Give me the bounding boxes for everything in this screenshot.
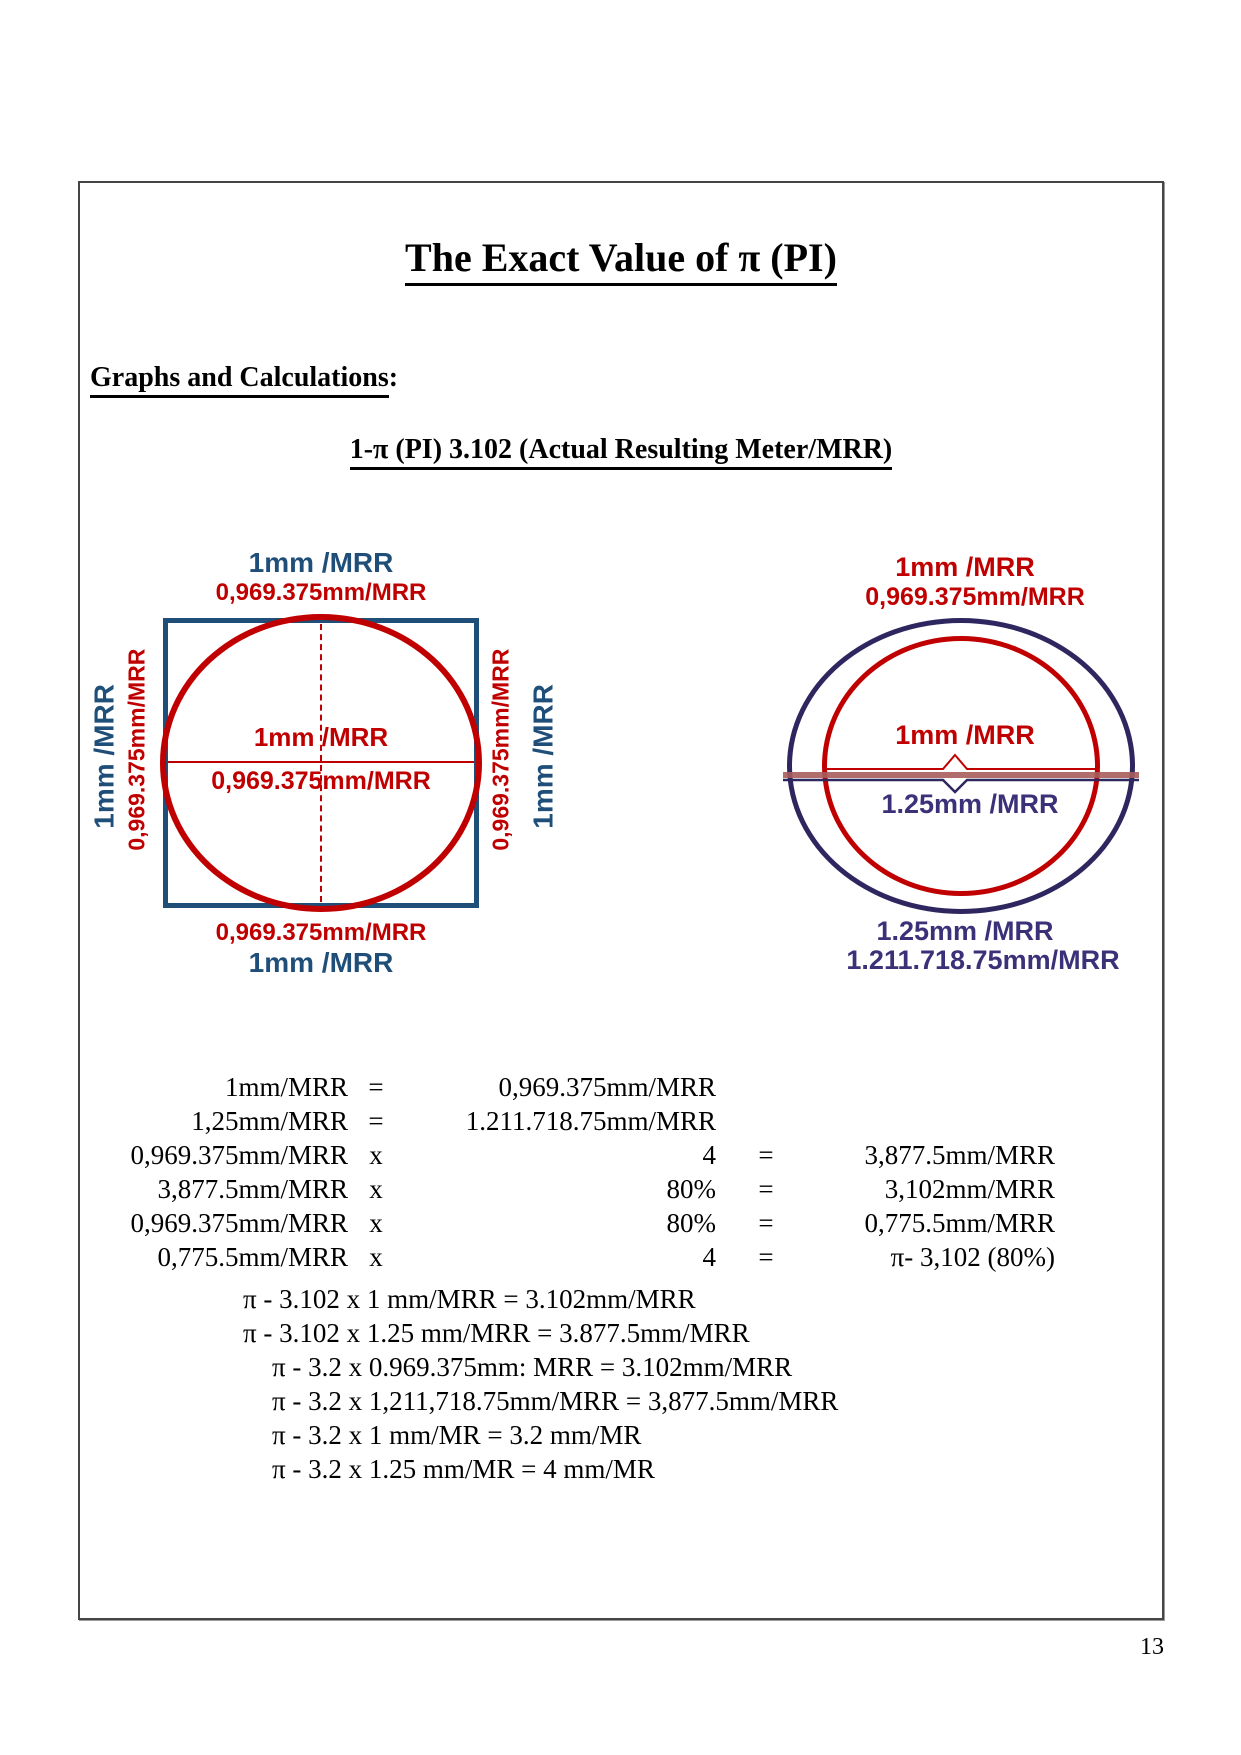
calc-result: π- 3,102 (80%): [890, 1242, 1055, 1272]
pi-equation-line: π - 3.102 x 1 mm/MRR = 3.102mm/MRR: [243, 1284, 696, 1314]
subheading: [78, 434, 1164, 466]
calc-operand-2: 4: [702, 1242, 716, 1272]
left-diagram-vertical-dashed-line: [320, 624, 322, 902]
left-diagram-horizontal-line: [168, 761, 474, 763]
calc-operator: =: [368, 1106, 384, 1136]
calc-row: [110, 1104, 1055, 1138]
calc-equals: [716, 1104, 816, 1138]
calc-row: [110, 1240, 1055, 1274]
page-number: 13: [1140, 1634, 1164, 1660]
calc-operand-1: 0,969.375mm/MRR: [130, 1208, 348, 1238]
left-diagram-left-label-red: 0,969.375mm/MRR: [123, 648, 150, 851]
left-diagram-right-label-red: 0,969.375mm/MRR: [487, 648, 514, 851]
calc-result: 3,877.5mm/MRR: [864, 1140, 1055, 1170]
calc-row: [110, 1138, 1055, 1172]
calc-operator: x: [369, 1140, 383, 1170]
left-diagram-left-label-navy: 1mm /MRR: [88, 684, 120, 829]
left-diagram-bottom-label-red: 0,969.375mm/MRR: [215, 919, 427, 946]
calc-result: 0,775.5mm/MRR: [864, 1208, 1055, 1238]
right-diagram-bottom-label-2: 1.211.718.75mm/MRR: [846, 945, 1120, 975]
subheading-text: 1-π (PI) 3.102 (Actual Resulting Meter/MRR): [350, 434, 893, 470]
right-diagram-bottom-label-1: 1.25mm /MRR: [876, 916, 1054, 946]
calc-operand-2: 1.211.718.75mm/MRR: [465, 1106, 716, 1136]
pi-equation-line: π - 3.2 x 1,211,718.75mm/MRR = 3,877.5mm/MRR: [272, 1386, 839, 1416]
left-diagram-center-label-top: 1mm /MRR: [253, 722, 389, 752]
calc-operator: =: [368, 1072, 384, 1102]
calc-operator: x: [369, 1174, 383, 1204]
calc-operand-1: 3,877.5mm/MRR: [157, 1174, 348, 1204]
pi-equation-line: π - 3.2 x 1 mm/MR = 3.2 mm/MR: [272, 1420, 642, 1450]
calc-result: [816, 1070, 1055, 1104]
left-diagram-right-label-navy: 1mm /MRR: [527, 684, 559, 829]
calc-result: [816, 1104, 1055, 1138]
right-diagram-top-label-2: 0,969.375mm/MRR: [865, 583, 1085, 611]
calc-equals: =: [758, 1208, 774, 1238]
section-heading: [90, 362, 398, 394]
pi-equation-line: π - 3.2 x 1.25 mm/MR = 4 mm/MR: [272, 1454, 655, 1484]
inner-diameter-line-with-caret: [823, 755, 1099, 769]
calc-operand-1: 1,25mm/MRR: [191, 1106, 348, 1136]
right-diagram-center-label-top: 1mm /MRR: [895, 720, 1035, 750]
center-band: [783, 772, 1139, 778]
calc-row: [110, 1172, 1055, 1206]
section-heading-text: Graphs and Calculations: [90, 362, 389, 398]
calc-equals: =: [758, 1242, 774, 1272]
left-diagram-bottom-label-navy: 1mm /MRR: [248, 947, 394, 978]
calc-operand-2: 0,969.375mm/MRR: [498, 1072, 716, 1102]
calc-row: [110, 1070, 1055, 1104]
page-title-text: The Exact Value of π (PI): [405, 235, 837, 286]
calc-operand-1: 0,969.375mm/MRR: [130, 1140, 348, 1170]
calc-operator: x: [369, 1208, 383, 1238]
left-diagram-top-label-navy: 1mm /MRR: [248, 547, 394, 578]
calc-equals: [716, 1070, 816, 1104]
calc-result: 3,102mm/MRR: [884, 1174, 1055, 1204]
pi-equation-line: π - 3.2 x 0.969.375mm: MRR = 3.102mm/MRR: [272, 1352, 793, 1382]
right-diagram-top-label-1: 1mm /MRR: [895, 552, 1035, 582]
right-diagram-center-label-bottom: 1.25mm /MRR: [881, 789, 1059, 819]
calc-row: [110, 1206, 1055, 1240]
section-heading-colon: :: [388, 362, 399, 393]
calc-operand-2: 80%: [666, 1208, 716, 1238]
calc-equals: =: [758, 1174, 774, 1204]
calc-operand-1: 0,775.5mm/MRR: [157, 1242, 348, 1272]
calc-operand-1: 1mm/MRR: [224, 1072, 348, 1102]
calc-operand-2: 80%: [666, 1174, 716, 1204]
calc-equals: =: [758, 1140, 774, 1170]
pi-equation-line: π - 3.102 x 1.25 mm/MRR = 3.877.5mm/MRR: [243, 1318, 750, 1348]
calc-operand-2: 4: [702, 1140, 716, 1170]
left-diagram-top-label-red: 0,969.375mm/MRR: [215, 579, 427, 606]
calculations-table: [110, 1070, 1055, 1274]
page-title: [78, 234, 1164, 281]
left-diagram-center-label-bottom: 0,969.375mm/MRR: [211, 767, 431, 795]
calc-operator: x: [369, 1242, 383, 1272]
